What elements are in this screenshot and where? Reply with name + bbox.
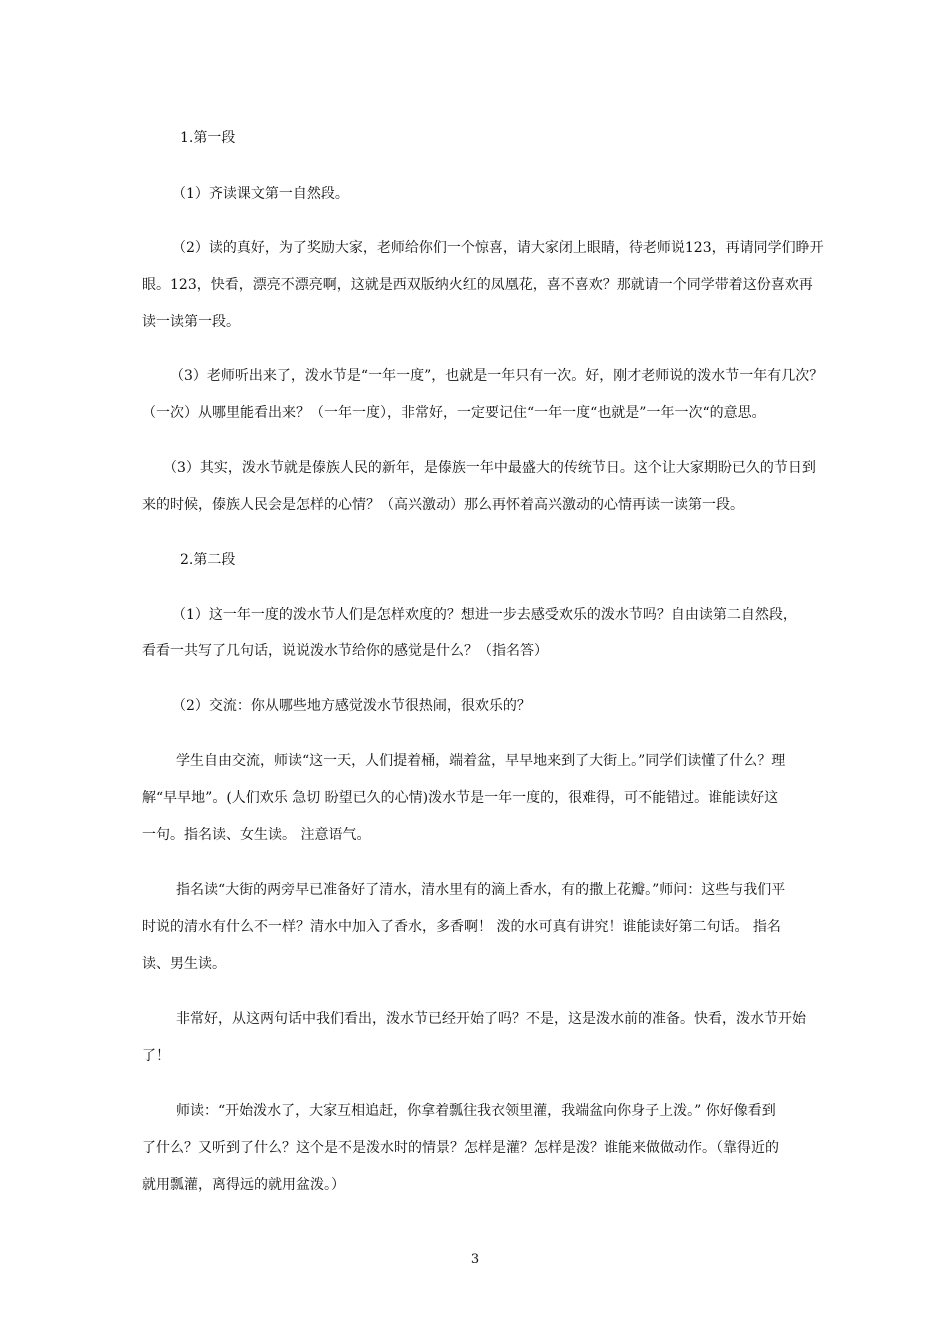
paragraph-line: （一次）从哪里能看出来？（一年一度），非常好，一定要记住“一年一度“也就是”一年一次“的意思。 xyxy=(142,405,766,421)
paragraph-line: 一句。指名读、女生读。 注意语气。 xyxy=(142,827,371,843)
paragraph-line: 指名读“大街的两旁早已准备好了清水，清水里有的滴上香水，有的撒上花瓣。”师问：这些与我们平 xyxy=(176,882,786,898)
paragraph-line: （1）齐读课文第一自然段。 xyxy=(172,186,349,202)
paragraph-line: 来的时候，傣族人民会是怎样的心情？（高兴激动）那么再怀着高兴激动的心情再读一读第一段。 xyxy=(142,497,744,513)
page-number: 3 xyxy=(470,1252,480,1267)
paragraph-line: （3）其实，泼水节就是傣族人民的新年，是傣族一年中最盛大的传统节日。这个让大家期盼已久的节日到 xyxy=(163,460,816,476)
paragraph-line: （2）交流：你从哪些地方感觉泼水节很热闹，很欢乐的？ xyxy=(172,698,531,714)
paragraph-line: 师读：“开始泼水了，大家互相追赶，你拿着瓢往我衣领里灌，我端盆向你身子上泼。” 你好像看到 xyxy=(176,1103,776,1119)
paragraph-line: 学生自由交流，师读“这一天，人们提着桶，端着盆，早早地来到了大街上。”同学们读懂了什么？理 xyxy=(176,753,786,769)
paragraph-line: （2）读的真好，为了奖励大家，老师给你们一个惊喜，请大家闭上眼睛，待老师说123，再请同学们睁开 xyxy=(172,240,824,256)
paragraph-line: 非常好，从这两句话中我们看出，泼水节已经开始了吗？不是，这是泼水前的准备。快看，泼水节开始 xyxy=(176,1011,806,1027)
paragraph-line: 就用瓢灌，离得远的就用盆泼。） xyxy=(142,1177,345,1193)
paragraph-line: （1）这一年一度的泼水节人们是怎样欢度的？想进一步去感受欢乐的泼水节吗？自由读第二自然段， xyxy=(172,607,797,623)
paragraph-line: （3）老师听出来了，泼水节是“一年一度”，也就是一年只有一次。好，刚才老师说的泼水节一年有几次？ xyxy=(170,368,824,384)
paragraph-line: 了什么？又听到了什么？这个是不是泼水时的情景？怎样是灌？怎样是泼？谁能来做做动作。（靠得近的 xyxy=(142,1140,779,1156)
paragraph-line: 读一读第一段。 xyxy=(142,314,240,330)
paragraph-line: 解“早早地”。(人们欢乐 急切 盼望已久的心情)泼水节是一年一度的，很难得，可不能错过。谁能读好这 xyxy=(142,790,779,806)
section-heading: 2.第二段 xyxy=(180,552,236,568)
paragraph-line: 眼。123，快看，漂亮不漂亮啊，这就是西双版纳火红的凤凰花，喜不喜欢？那就请一个同学带着这份喜欢再 xyxy=(142,277,813,293)
paragraph-line: 时说的清水有什么不一样？清水中加入了香水，多香啊！ 泼的水可真有讲究！谁能读好第二句话。 指名 xyxy=(142,919,781,935)
paragraph-line: 看看一共写了几句话，说说泼水节给你的感觉是什么？（指名答） xyxy=(142,643,548,659)
section-heading: 1.第一段 xyxy=(180,130,236,146)
paragraph-line: 了！ xyxy=(142,1048,170,1064)
paragraph-line: 读、男生读。 xyxy=(142,956,226,972)
